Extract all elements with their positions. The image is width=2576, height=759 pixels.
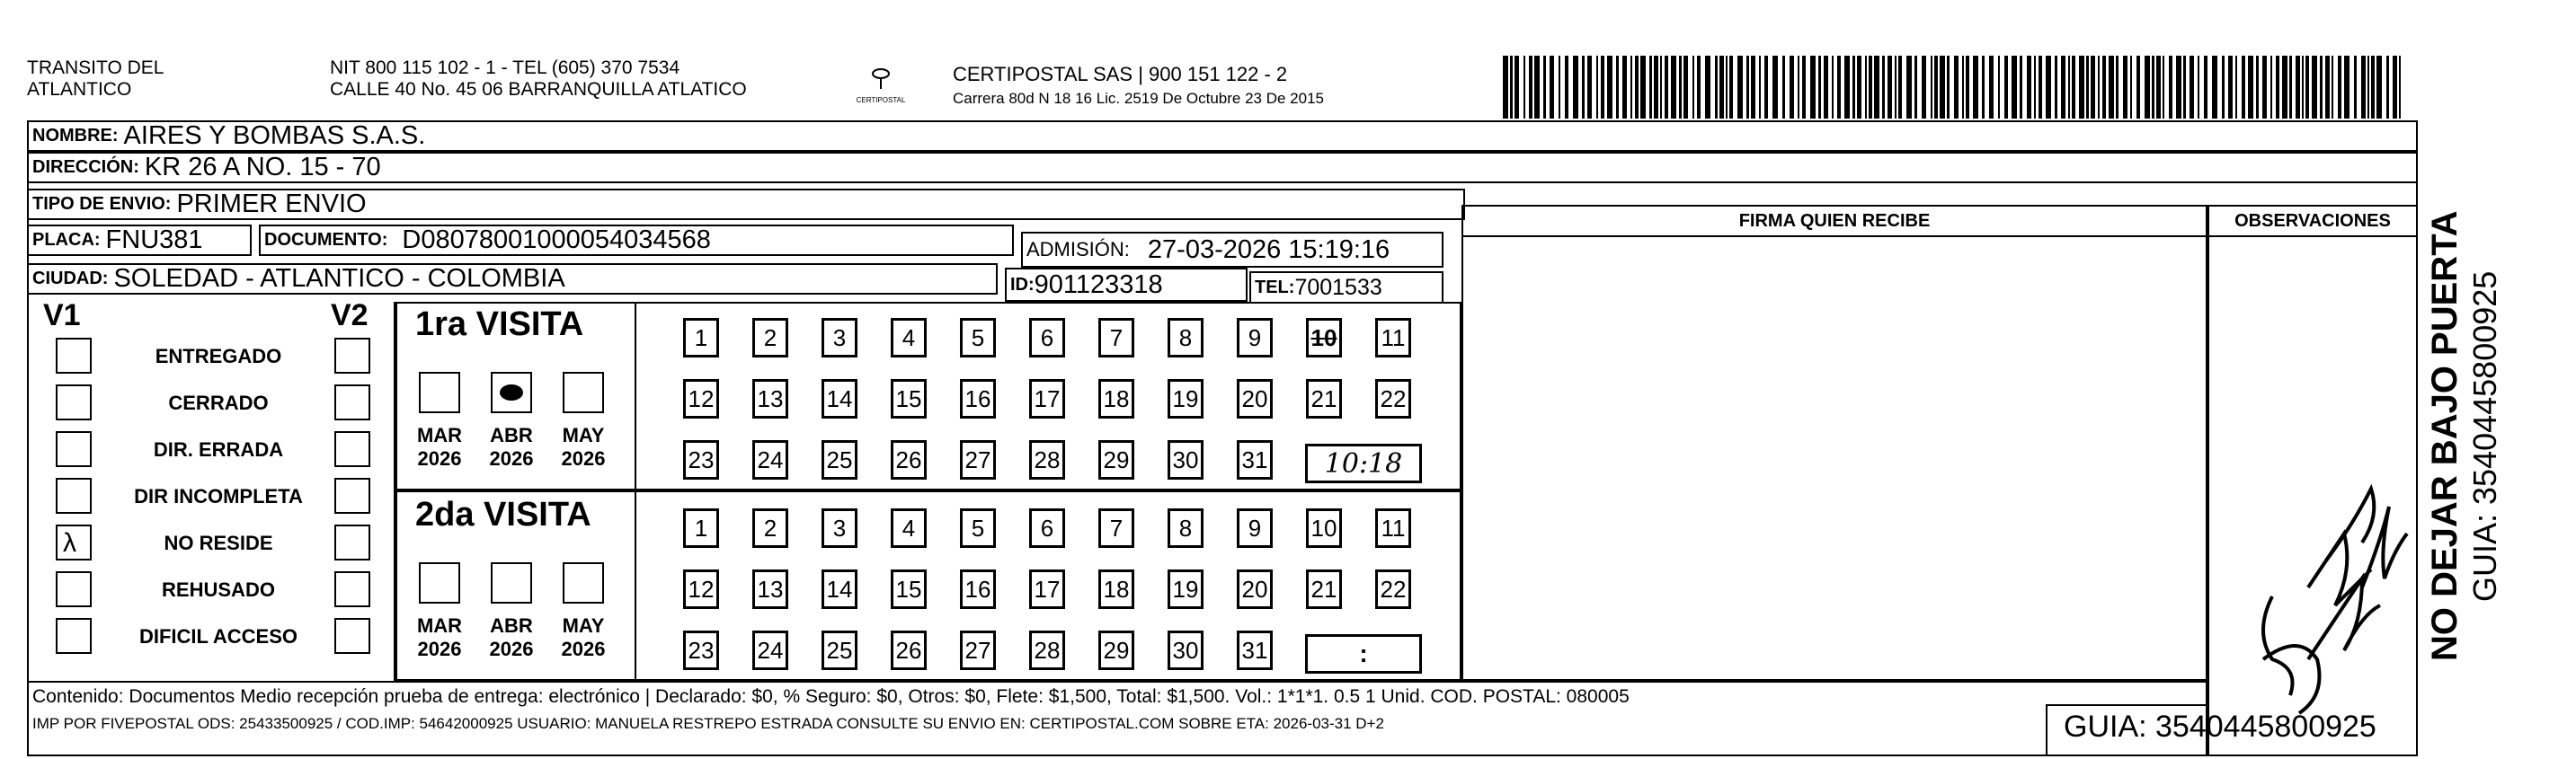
visit1-title: 1ra VISITA [415, 305, 584, 343]
visit1-day-box[interactable]: 27 [960, 440, 996, 480]
barcode-bar [2136, 56, 2140, 119]
barcode-bar [2262, 56, 2267, 119]
visit1-day-box[interactable]: 8 [1168, 318, 1204, 357]
status-divider [27, 302, 395, 681]
status-option-label: NO RESIDE [164, 532, 273, 554]
barcode-bar [2367, 56, 2369, 119]
barcode [1503, 56, 2405, 119]
v1-checkmark: λ [63, 528, 76, 558]
barcode-bar [1998, 56, 2000, 119]
visit2-day-box[interactable]: 12 [683, 569, 719, 609]
visit2-day-box[interactable]: 14 [822, 569, 857, 609]
type-label: TIPO DE ENVIO: [32, 194, 172, 214]
side-guia: GUIA: 3540445800925 [2466, 270, 2503, 602]
status-option-label: DIR. ERRADA [153, 438, 284, 461]
barcode-bar [2320, 56, 2323, 119]
visit1-day-box[interactable]: 4 [891, 318, 927, 357]
visit2-day-box[interactable]: 17 [1029, 569, 1065, 609]
barcode-bar [2152, 56, 2154, 119]
tel-cell [1249, 271, 1443, 304]
barcode-bar [2270, 56, 2272, 119]
status-option-label: DIFICIL ACCESO [138, 625, 298, 648]
barcode-bar [2338, 56, 2341, 119]
barcode-bar [1844, 56, 1850, 119]
type-value: PRIMER ENVIO [176, 190, 367, 218]
visit1-day-box[interactable]: 22 [1375, 379, 1411, 419]
barcode-bar [2061, 56, 2065, 119]
visit1-day-box[interactable]: 26 [891, 440, 927, 480]
visit1-month-year: 2026 [561, 447, 606, 470]
barcode-bar [1832, 56, 1834, 119]
barcode-bar [1503, 56, 1508, 119]
visit1-month-box[interactable] [563, 372, 604, 413]
barcode-bar [1818, 56, 1821, 119]
visit2-day-box[interactable]: 10 [1306, 508, 1342, 548]
visit2-day-box[interactable]: 3 [822, 508, 857, 548]
barcode-bar [1622, 56, 1627, 119]
visit2-day-box[interactable]: 2 [752, 508, 788, 548]
barcode-bar [2399, 56, 2401, 119]
visit2-month-name: MAY [562, 614, 605, 637]
barcode-bar [2034, 56, 2036, 119]
barcode-bar [2228, 56, 2233, 119]
barcode-bar [2386, 56, 2389, 119]
barcode-bar [1596, 56, 1598, 119]
visit2-day-box[interactable]: 21 [1306, 569, 1342, 609]
barcode-bar [2302, 56, 2304, 119]
visit2-day-box[interactable]: 20 [1237, 569, 1273, 609]
admission-value: 27-03-2026 15:19:16 [1147, 234, 1390, 264]
admission-cell [1021, 232, 1443, 268]
barcode-bar [2393, 56, 2397, 119]
address-label: DIRECCIÓN: [32, 157, 139, 177]
visit1-day-box[interactable]: 21 [1306, 379, 1342, 419]
barcode-bar [1790, 56, 1794, 119]
barcode-bar [2242, 56, 2245, 119]
barcode-bar [2012, 56, 2017, 119]
barcode-bar [1671, 56, 1676, 119]
visit2-month-box[interactable] [419, 562, 460, 604]
barcode-bar [2354, 56, 2357, 119]
barcode-bar [1573, 56, 1578, 119]
status-option-label: REHUSADO [162, 578, 275, 601]
barcode-bar [1607, 56, 1612, 119]
visit1-day-box[interactable]: 16 [960, 379, 996, 419]
visit2-day-box[interactable]: 18 [1098, 569, 1134, 609]
visit1-day-box[interactable]: 19 [1168, 379, 1204, 419]
visit1-day-box[interactable]: 12 [683, 379, 719, 419]
visit2-day-box[interactable]: 31 [1237, 631, 1273, 670]
barcode-bar [2055, 56, 2057, 119]
barcode-bar [1559, 56, 1560, 119]
barcode-bar [1772, 56, 1778, 119]
barcode-bar [2325, 56, 2330, 119]
barcode-bar [1802, 56, 1806, 119]
barcode-bar [2169, 56, 2172, 119]
plate-label: PLACA: [32, 230, 101, 250]
name-value: AIRES Y BOMBAS S.A.S. [123, 121, 426, 150]
barcode-bar [1906, 56, 1912, 119]
visit2-day-box[interactable]: 4 [891, 508, 927, 548]
barcode-bar [1523, 56, 1525, 119]
barcode-bar [2248, 56, 2253, 119]
barcode-bar [2079, 56, 2084, 119]
barcode-bar [2130, 56, 2132, 119]
name-label: NOMBRE: [32, 126, 119, 146]
visit1-day-box[interactable]: 18 [1098, 379, 1134, 419]
footer-guia: GUIA: 3540445800925 [2064, 710, 2376, 744]
barcode-bar [2091, 56, 2095, 119]
barcode-bar [1705, 56, 1710, 119]
barcode-bar [1940, 56, 1945, 119]
barcode-bar [1888, 56, 1892, 119]
barcode-bar [1922, 56, 1926, 119]
barcode-bar [2276, 56, 2279, 119]
visit2-month-label [552, 614, 615, 661]
visit1-month-box[interactable] [419, 372, 460, 413]
barcode-bar [1719, 56, 1724, 119]
visit2-day-box[interactable]: 15 [891, 569, 927, 609]
barcode-bar [1934, 56, 1938, 119]
city-value: SOLEDAD - ATLANTICO - COLOMBIA [113, 264, 565, 293]
barcode-bar [2098, 56, 2100, 119]
id-cell [1005, 268, 1248, 302]
observations-header [2207, 205, 2418, 237]
visit1-month-label [408, 424, 471, 471]
barcode-bar [1989, 56, 1994, 119]
barcode-bar [1746, 56, 1749, 119]
visit2-day-box[interactable]: 25 [822, 631, 857, 670]
barcode-bar [1649, 56, 1652, 119]
barcode-bar [2072, 56, 2075, 119]
visit1-day-box[interactable]: 7 [1098, 318, 1134, 357]
barcode-bar [2102, 56, 2106, 119]
document-label: DOCUMENTO: [264, 230, 388, 250]
visit1-day-box[interactable]: 14 [822, 379, 857, 419]
barcode-bar [1895, 56, 1896, 119]
barcode-bar [2332, 56, 2333, 119]
visit1-day-box[interactable]: 29 [1098, 440, 1134, 480]
barcode-bar [1857, 56, 1861, 119]
visit2-day-box[interactable]: 13 [752, 569, 788, 609]
barcode-bar [1759, 56, 1761, 119]
barcode-bar [1837, 56, 1841, 119]
barcode-bar [2086, 56, 2089, 119]
barcode-bar [2305, 56, 2309, 119]
visit2-day-box[interactable]: 30 [1168, 631, 1204, 670]
address-value: KR 26 A NO. 15 - 70 [144, 153, 381, 181]
visit1-month-label [480, 424, 543, 471]
handwritten-signature [2209, 237, 2416, 749]
visit2-month-name: MAR [416, 614, 463, 637]
plate-value: FNU381 [105, 225, 203, 254]
plate-cell [27, 225, 252, 256]
visit1-month-year: 2026 [417, 447, 462, 470]
company-line-1: TRANSITO DEL [27, 57, 164, 78]
barcode-bar [1865, 56, 1867, 119]
logo-icon [867, 65, 894, 92]
visit2-day-box[interactable]: 7 [1098, 508, 1134, 548]
status-option-label: DIR INCOMPLETA [134, 485, 303, 507]
document-value: D08078001000054034568 [402, 225, 711, 254]
barcode-bar [1510, 56, 1513, 119]
barcode-bar [1529, 56, 1532, 119]
barcode-bar [2109, 56, 2114, 119]
barcode-bar [1782, 56, 1785, 119]
barcode-bar [2020, 56, 2022, 119]
barcode-bar [2235, 56, 2237, 119]
barcode-bar [1515, 56, 1519, 119]
barcode-bar [1679, 56, 1682, 119]
visit2-day-box[interactable]: 22 [1375, 569, 1411, 609]
barcode-bar [1635, 56, 1639, 119]
barcode-bar [1810, 56, 1816, 119]
barcode-bar [2312, 56, 2317, 119]
barcode-bar [1697, 56, 1701, 119]
visit1-day-box[interactable]: 24 [752, 440, 788, 480]
carrier-info [953, 63, 1324, 108]
barcode-bar [1630, 56, 1632, 119]
visit2-month-label [408, 614, 471, 661]
city-cell [27, 263, 998, 295]
barcode-bar [1665, 56, 1668, 119]
barcode-bar [2123, 56, 2127, 119]
barcode-bar [1882, 56, 1885, 119]
document-cell [259, 225, 1014, 256]
barcode-bar [1931, 56, 1932, 119]
certipostal-logo [854, 65, 908, 110]
visit2-day-box[interactable]: 8 [1168, 508, 1204, 548]
barcode-bar [2156, 56, 2161, 119]
barcode-bar [2289, 56, 2292, 119]
barcode-bar [2163, 56, 2164, 119]
visit2-day-box[interactable]: 11 [1375, 508, 1411, 548]
visit2-day-box[interactable]: 23 [683, 631, 719, 670]
barcode-bar [2376, 56, 2382, 119]
visit1-month-name: MAR [416, 424, 463, 446]
visit1-day-box[interactable]: 15 [891, 379, 927, 419]
barcode-bar [1565, 56, 1568, 119]
barcode-bar [1898, 56, 1902, 119]
visit2-day-box[interactable]: 16 [960, 569, 996, 609]
visit2-day-box[interactable]: 19 [1168, 569, 1204, 609]
barcode-bar [1982, 56, 1985, 119]
status-option-label: CERRADO [168, 392, 269, 414]
barcode-bar [2145, 56, 2150, 119]
footer-content: Contenido: Documentos Medio recepción prueba de entrega: electrónico | Declarado: $0, % Seguro: $0, Otros: $0, Flete: $1,500, Total: $1,500. Vol.: 1*1*1. 0.5 1 Unid. COD. POSTAL: 080005 [32, 686, 1630, 707]
visit1-day-box[interactable]: 13 [752, 379, 788, 419]
barcode-bar [1616, 56, 1619, 119]
address-line: CALLE 40 No. 45 06 BARRANQUILLA ATLATICO [330, 79, 747, 100]
barcode-bar [2344, 56, 2349, 119]
barcode-bar [1751, 56, 1755, 119]
barcode-bar [1726, 56, 1728, 119]
barcode-bar [1640, 56, 1646, 119]
visit1-month-name: ABR [490, 424, 533, 446]
carrier-line: CERTIPOSTAL SAS | 900 151 122 - 2 [953, 63, 1288, 85]
visit1-day-box[interactable]: 20 [1237, 379, 1273, 419]
barcode-bar [1692, 56, 1694, 119]
visit1-day-box[interactable]: 3 [822, 318, 857, 357]
barcode-bar [2046, 56, 2051, 119]
visit2-month-box[interactable] [563, 562, 604, 604]
nit-line: NIT 800 115 102 - 1 - TEL (605) 370 7534 [330, 57, 680, 78]
visit1-day-box[interactable]: 17 [1029, 379, 1065, 419]
barcode-bar [2204, 56, 2207, 119]
visit2-month-box[interactable] [491, 562, 532, 604]
barcode-bar [1954, 56, 1959, 119]
v1-label: V1 [43, 298, 81, 332]
observations-header-text: OBSERVACIONES [2234, 210, 2391, 231]
logo-text: CERTIPOSTAL [856, 96, 906, 104]
barcode-bar [1654, 56, 1658, 119]
barcode-bar [1852, 56, 1855, 119]
visit1-day-box[interactable]: 9 [1237, 318, 1273, 357]
v2-label: V2 [331, 298, 369, 332]
type-row [27, 189, 1465, 220]
barcode-bar [2068, 56, 2070, 119]
barcode-bar [1587, 56, 1592, 119]
tel-label: TEL: [1255, 277, 1295, 297]
visit2-day-box[interactable]: 28 [1029, 631, 1065, 670]
barcode-bar [2198, 56, 2199, 119]
visit1-day-box[interactable]: 31 [1237, 440, 1273, 480]
name-row [27, 120, 2418, 152]
visit2-day-box[interactable]: 5 [960, 508, 996, 548]
admission-label: ADMISIÓN: [1026, 238, 1130, 260]
signature-area[interactable] [1461, 235, 2207, 681]
visit2-day-box[interactable]: 27 [960, 631, 996, 670]
visit1-month-label [552, 424, 615, 471]
visit1-day-box[interactable]: 2 [752, 318, 788, 357]
barcode-bar [2176, 56, 2181, 119]
barcode-bar [1798, 56, 1799, 119]
barcode-bar [2371, 56, 2375, 119]
visit1-day-box[interactable]: 30 [1168, 440, 1204, 480]
address-row [27, 152, 2418, 183]
visit2-title: 2da VISITA [415, 496, 591, 534]
visit2-day-box[interactable]: 24 [752, 631, 788, 670]
visit2-month-year: 2026 [489, 638, 534, 660]
barcode-bar [1534, 56, 1540, 119]
visit2-day-box[interactable]: 9 [1237, 508, 1273, 548]
carrier-address: Carrera 80d N 18 16 Lic. 2519 De Octubre 23 De 2015 [953, 90, 1324, 107]
barcode-bar [1764, 56, 1768, 119]
barcode-bar [1962, 56, 1964, 119]
visit2-time[interactable]: : [1305, 634, 1422, 674]
barcode-bar [1550, 56, 1554, 119]
visit2-month-name: ABR [490, 614, 533, 637]
side-warning: NO DEJAR BAJO PUERTA [2425, 210, 2465, 661]
visit1-day-box[interactable]: 25 [822, 440, 857, 480]
observations-area[interactable] [2207, 235, 2418, 756]
visit1-month-name: MAY [562, 424, 605, 446]
visit1-day-box[interactable]: 10 [1306, 318, 1342, 357]
visit2-month-label [480, 614, 543, 661]
company-line-2: ATLANTICO [27, 79, 132, 100]
company-info [330, 57, 747, 101]
visit1-day-box[interactable]: 6 [1029, 318, 1065, 357]
visit2-day-box[interactable]: 6 [1029, 508, 1065, 548]
barcode-bar [1715, 56, 1718, 119]
barcode-bar [1869, 56, 1872, 119]
signature-header [1461, 205, 2207, 237]
visit1-day-box[interactable]: 5 [960, 318, 996, 357]
visit2-day-box[interactable]: 26 [891, 631, 927, 670]
visit1-month-year: 2026 [489, 447, 534, 470]
barcode-bar [1601, 56, 1604, 119]
barcode-bar [2282, 56, 2287, 119]
visit1-day-box[interactable]: 23 [683, 440, 719, 480]
barcode-bar [2039, 56, 2042, 119]
barcode-bar [1966, 56, 1969, 119]
visit1-day-box[interactable]: 28 [1029, 440, 1065, 480]
visit1-day-box[interactable]: 1 [683, 318, 719, 357]
visit1-day-box[interactable]: 11 [1375, 318, 1411, 357]
barcode-bar [2004, 56, 2008, 119]
visit1-time[interactable]: 10:18 [1305, 444, 1422, 483]
visit1-month-box[interactable] [491, 372, 532, 413]
barcode-bar [1914, 56, 1917, 119]
barcode-bar [1824, 56, 1828, 119]
barcode-bar [2190, 56, 2194, 119]
barcode-bar [2361, 56, 2366, 119]
visit2-day-box[interactable]: 29 [1098, 631, 1134, 670]
signature-header-text: FIRMA QUIEN RECIBE [1738, 210, 1931, 231]
tel-value: 7001533 [1294, 274, 1382, 300]
barcode-bar [2222, 56, 2225, 119]
barcode-bar [1729, 56, 1733, 119]
barcode-bar [1737, 56, 1743, 119]
company-name [27, 57, 164, 101]
barcode-bar [2027, 56, 2031, 119]
barcode-bar [1543, 56, 1546, 119]
id-value: 901123318 [1034, 269, 1163, 299]
barcode-bar [1874, 56, 1879, 119]
barcode-bar [2256, 56, 2259, 119]
barcode-bar [1947, 56, 1950, 119]
barcode-bar [2212, 56, 2217, 119]
footer-print-line: IMP POR FIVEPOSTAL ODS: 25433500925 / COD.IMP: 54642000925 USUARIO: MANUELA RESTREPO ESTRADA CONSULTE SU ENVIO EN: CERTIPOSTAL.COM SOBRE ETA: 2026-03-31 D+2 [32, 715, 1384, 732]
visit2-day-box[interactable]: 1 [683, 508, 719, 548]
city-label: CIUDAD: [32, 269, 109, 288]
barcode-bar [2183, 56, 2186, 119]
month-mark [493, 374, 530, 411]
status-option-label: ENTREGADO [155, 345, 282, 367]
id-label: ID: [1010, 274, 1035, 295]
barcode-bar [1683, 56, 1688, 119]
barcode-bar [2116, 56, 2119, 119]
barcode-bar [1660, 56, 1662, 119]
visit2-month-year: 2026 [417, 638, 462, 660]
barcode-bar [1973, 56, 1978, 119]
visit2-month-year: 2026 [561, 638, 606, 660]
barcode-bar [1582, 56, 1585, 119]
barcode-bar [2296, 56, 2300, 119]
